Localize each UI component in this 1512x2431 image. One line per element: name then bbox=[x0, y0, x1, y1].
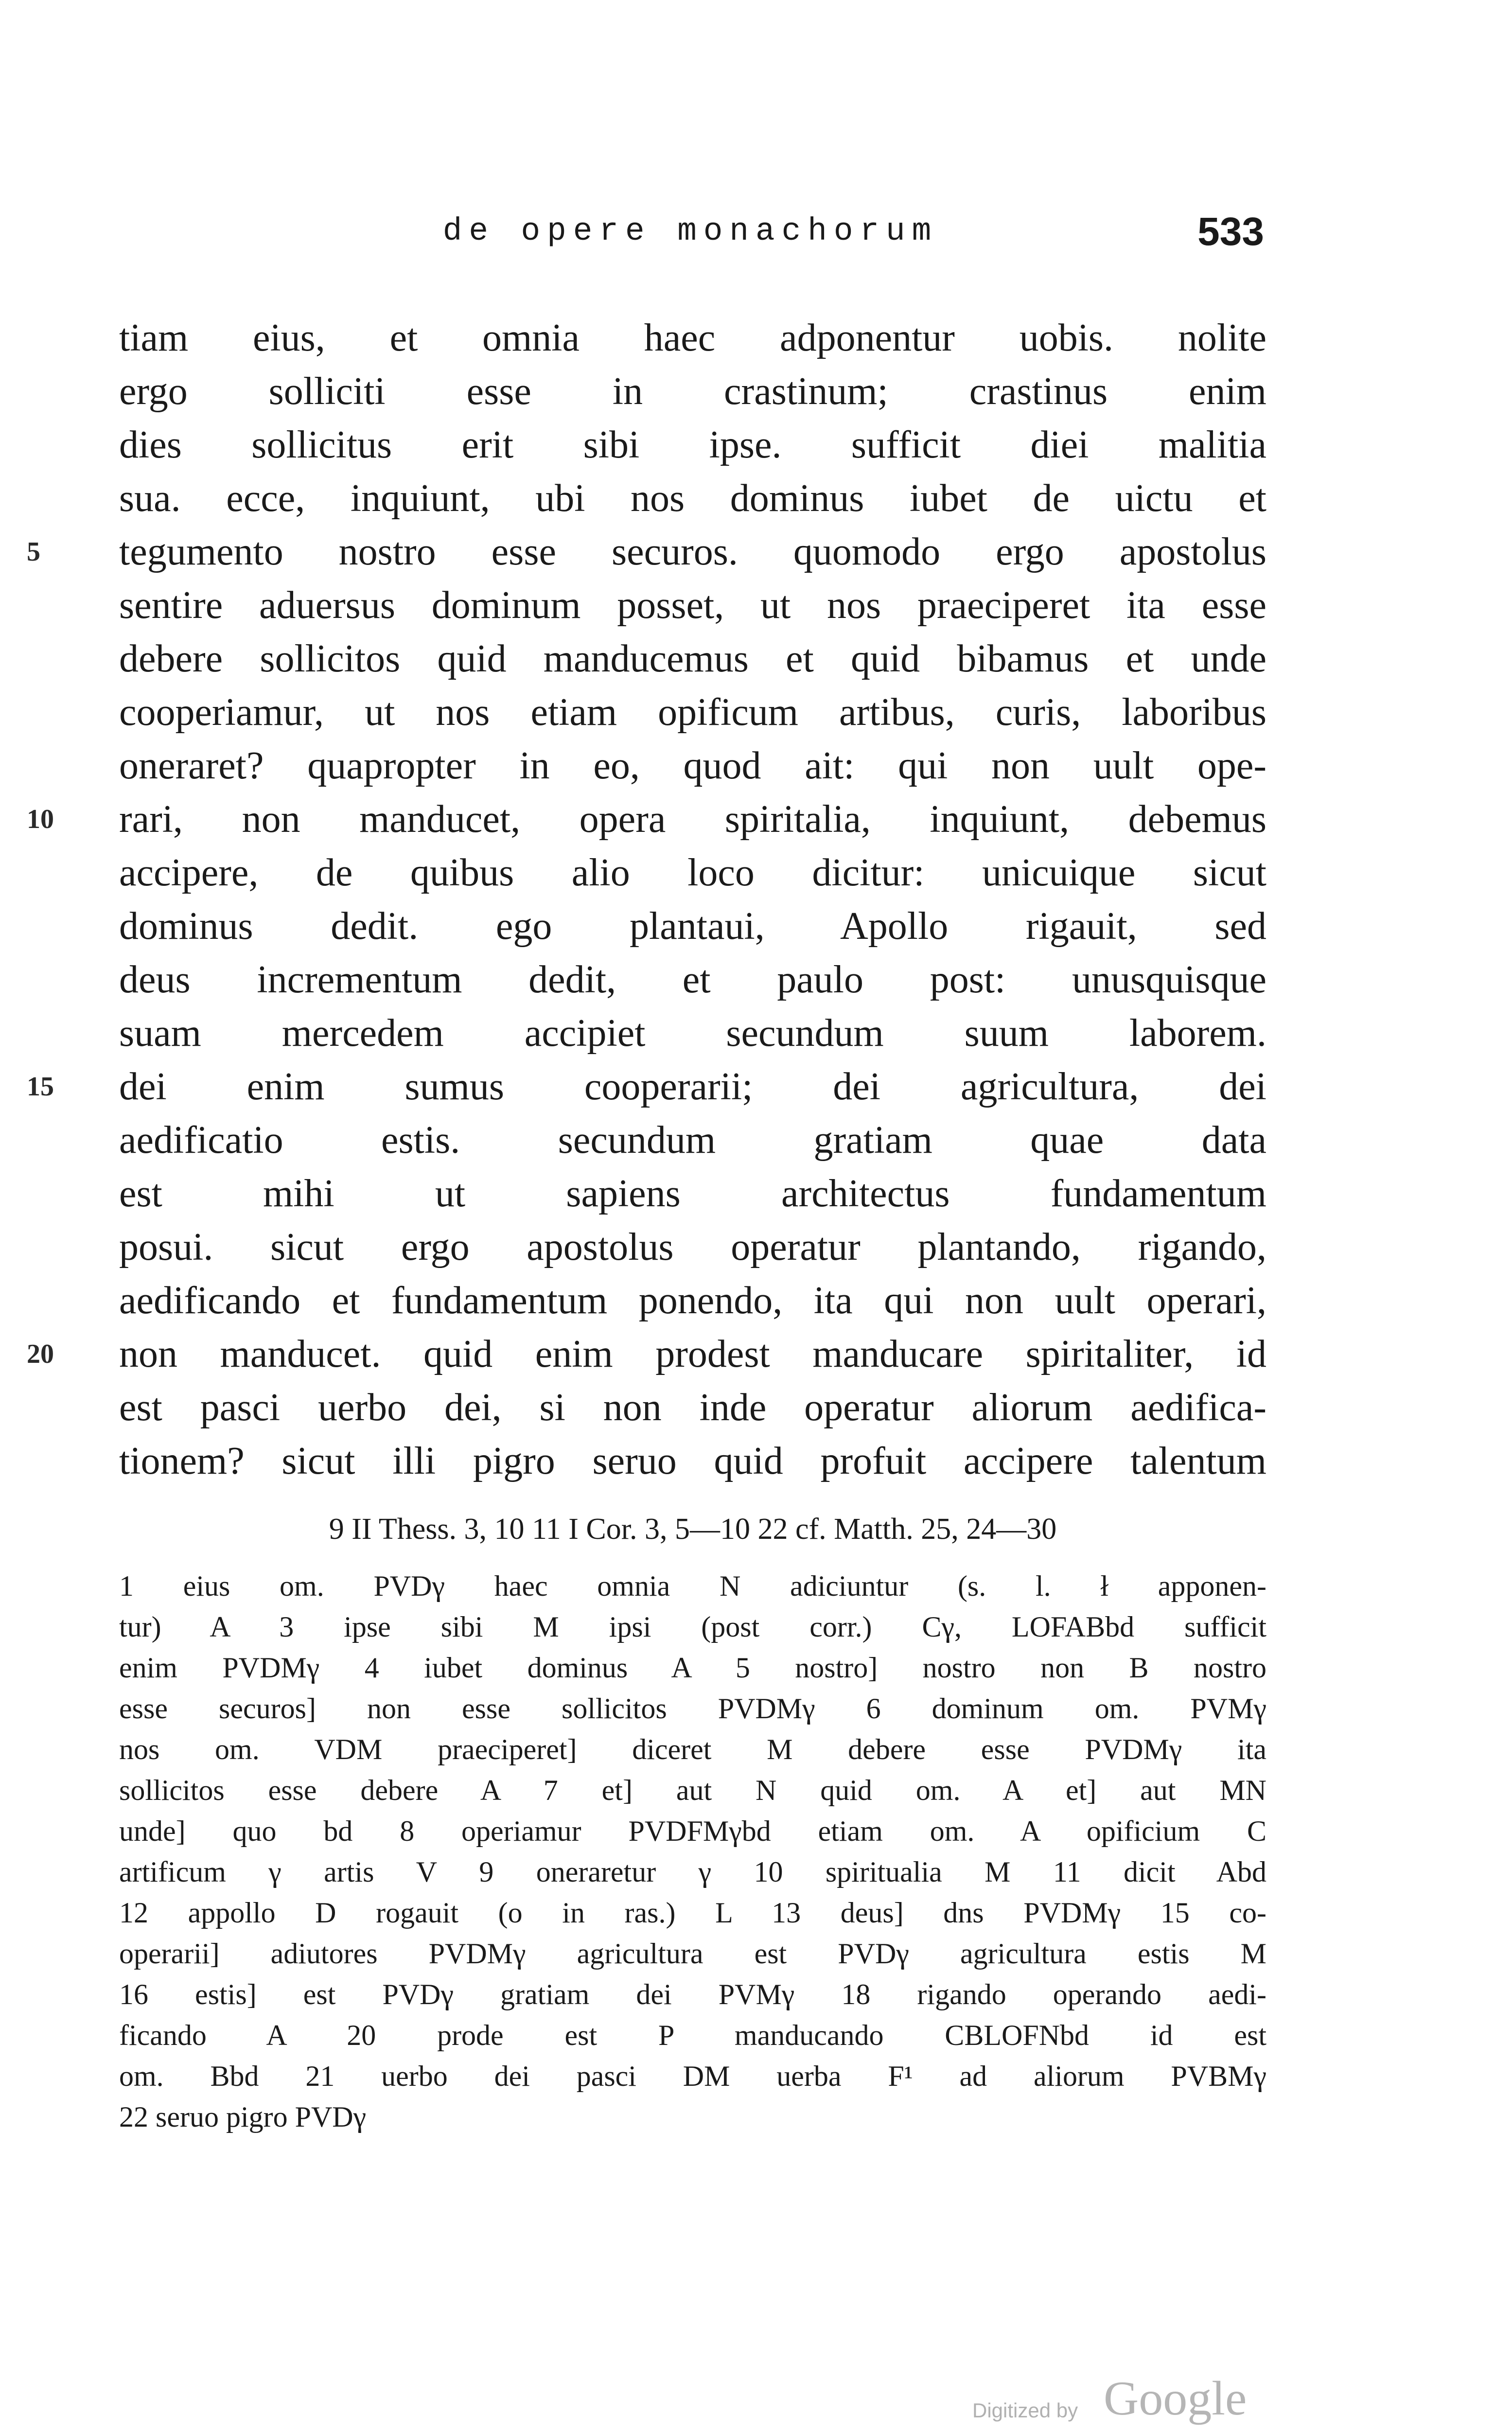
line-text: est mihi ut sapiens architectus fundamentum bbox=[119, 1172, 1266, 1215]
line-number: 20 bbox=[27, 1339, 54, 1369]
line-text: aedificatio estis. secundum gratiam quae data bbox=[119, 1119, 1266, 1162]
page-number: 533 bbox=[1197, 210, 1264, 254]
text-line bbox=[27, 1327, 1266, 1381]
apparatus-line: sollicitos esse debere A 7 et] aut N quid om. A et] aut MN bbox=[119, 1774, 1266, 1806]
text-line bbox=[119, 1113, 1266, 1167]
line-text: rari, non manducet, opera spiritalia, inquiunt, debemus bbox=[119, 798, 1266, 841]
text-line bbox=[27, 1060, 1266, 1113]
text-line bbox=[119, 739, 1266, 793]
line-text: debere sollicitos quid manducemus et quid bibamus et unde bbox=[119, 637, 1266, 680]
text-line bbox=[119, 1006, 1266, 1060]
apparatus-line: enim PVDMγ 4 iubet dominus A 5 nostro] nostro non B nostro bbox=[119, 1652, 1266, 1684]
line-number: 5 bbox=[27, 537, 40, 567]
running-head bbox=[117, 209, 1264, 267]
text-line bbox=[119, 579, 1266, 632]
main-text bbox=[27, 311, 1266, 1488]
line-text: ergo solliciti esse in crastinum; crastinus enim bbox=[119, 370, 1266, 413]
apparatus-line: unde] quo bd 8 operiamur PVDFMγbd etiam om. A opificium C bbox=[119, 1815, 1266, 1847]
line-number: 10 bbox=[27, 804, 54, 834]
text-line bbox=[119, 1274, 1266, 1327]
line-text: dei enim sumus cooperarii; dei agricultura, dei bbox=[119, 1065, 1266, 1108]
text-line bbox=[119, 953, 1266, 1006]
text-line bbox=[119, 311, 1266, 365]
text-line bbox=[119, 472, 1266, 525]
line-number: 15 bbox=[27, 1072, 54, 1102]
text-line bbox=[119, 1434, 1266, 1488]
line-text: suam mercedem accipiet secundum suum laborem. bbox=[119, 1012, 1266, 1055]
digitized-by-text: Digitized by bbox=[972, 2399, 1078, 2422]
text-line bbox=[27, 525, 1266, 579]
line-text: deus incrementum dedit, et paulo post: unusquisque bbox=[119, 958, 1266, 1001]
text-line bbox=[119, 1381, 1266, 1434]
line-text: dominus dedit. ego plantaui, Apollo rigauit, sed bbox=[119, 905, 1266, 948]
apparatus-line: operarii] adiutores PVDMγ agricultura est PVDγ agricultura estis M bbox=[119, 1938, 1266, 1970]
apparatus-line: 22 seruo pigro PVDγ bbox=[119, 2101, 367, 2133]
text-line bbox=[119, 632, 1266, 686]
apparatus-line: esse securos] non esse sollicitos PVDMγ 6 dominum om. PVMγ bbox=[119, 1692, 1266, 1725]
text-line bbox=[119, 1167, 1266, 1220]
apparatus-line: artificum γ artis V 9 oneraretur γ 10 spiritualia M 11 dicit Abd bbox=[119, 1856, 1266, 1888]
apparatus-line: tur) A 3 ipse sibi M ipsi (post corr.) Cγ, LOFABbd sufficit bbox=[119, 1611, 1266, 1643]
line-text: cooperiamur, ut nos etiam opificum artibus, curis, laboribus bbox=[119, 691, 1266, 734]
digitized-by-watermark bbox=[972, 2373, 1283, 2426]
text-line bbox=[119, 686, 1266, 739]
apparatus-line: 16 estis] est PVDγ gratiam dei PVMγ 18 rigando operando aedi- bbox=[119, 1978, 1266, 2010]
line-text: accipere, de quibus alio loco dicitur: unicuique sicut bbox=[119, 851, 1266, 894]
text-line bbox=[27, 793, 1266, 846]
apparatus-line: nos om. VDM praeciperet] diceret M debere esse PVDMγ ita bbox=[119, 1733, 1266, 1765]
text-line bbox=[119, 899, 1266, 953]
line-text: sentire aduersus dominum posset, ut nos praeciperet ita esse bbox=[119, 584, 1266, 627]
running-title: de opere monachorum bbox=[442, 213, 938, 249]
line-text: sua. ecce, inquiunt, ubi nos dominus iubet de uictu et bbox=[119, 477, 1266, 520]
text-line bbox=[119, 365, 1266, 418]
line-text: tegumento nostro esse securos. quomodo ergo apostolus bbox=[119, 530, 1266, 573]
line-text: tiam eius, et omnia haec adponentur uobis. nolite bbox=[119, 317, 1266, 359]
line-text: oneraret? quapropter in eo, quod ait: qui non uult ope- bbox=[119, 744, 1266, 787]
apparatus-line: ficando A 20 prode est P manducando CBLOFNbd id est bbox=[119, 2019, 1266, 2051]
apparatus-line: om. Bbd 21 uerbo dei pasci DM uerba F¹ ad aliorum PVBMγ bbox=[119, 2060, 1266, 2092]
line-text: aedificando et fundamentum ponendo, ita qui non uult operari, bbox=[119, 1279, 1266, 1322]
apparatus-line: 12 appollo D rogauit (o in ras.) L 13 deus] dns PVDMγ 15 co- bbox=[119, 1897, 1266, 1929]
line-text: tionem? sicut illi pigro seruo quid profuit accipere talentum bbox=[119, 1440, 1266, 1482]
line-text: posui. sicut ergo apostolus operatur plantando, rigando, bbox=[119, 1226, 1266, 1268]
text-line bbox=[119, 846, 1266, 899]
text-line bbox=[119, 418, 1266, 472]
line-text: dies sollicitus erit sibi ipse. sufficit diei malitia bbox=[119, 423, 1266, 466]
line-text: non manducet. quid enim prodest manducare spiritaliter, id bbox=[119, 1333, 1266, 1375]
critical-apparatus bbox=[119, 1566, 1266, 2137]
text-line bbox=[119, 1220, 1266, 1274]
line-text: est pasci uerbo dei, si non inde operatur aliorum aedifica- bbox=[119, 1386, 1266, 1429]
scripture-references: 9 II Thess. 3, 10 11 I Cor. 3, 5—10 22 cf. Matth. 25, 24—30 bbox=[329, 1513, 1057, 1546]
google-logo: Google bbox=[1104, 2371, 1247, 2425]
apparatus-line: 1 eius om. PVDγ haec omnia N adiciuntur (s. l. ł apponen- bbox=[119, 1570, 1266, 1602]
